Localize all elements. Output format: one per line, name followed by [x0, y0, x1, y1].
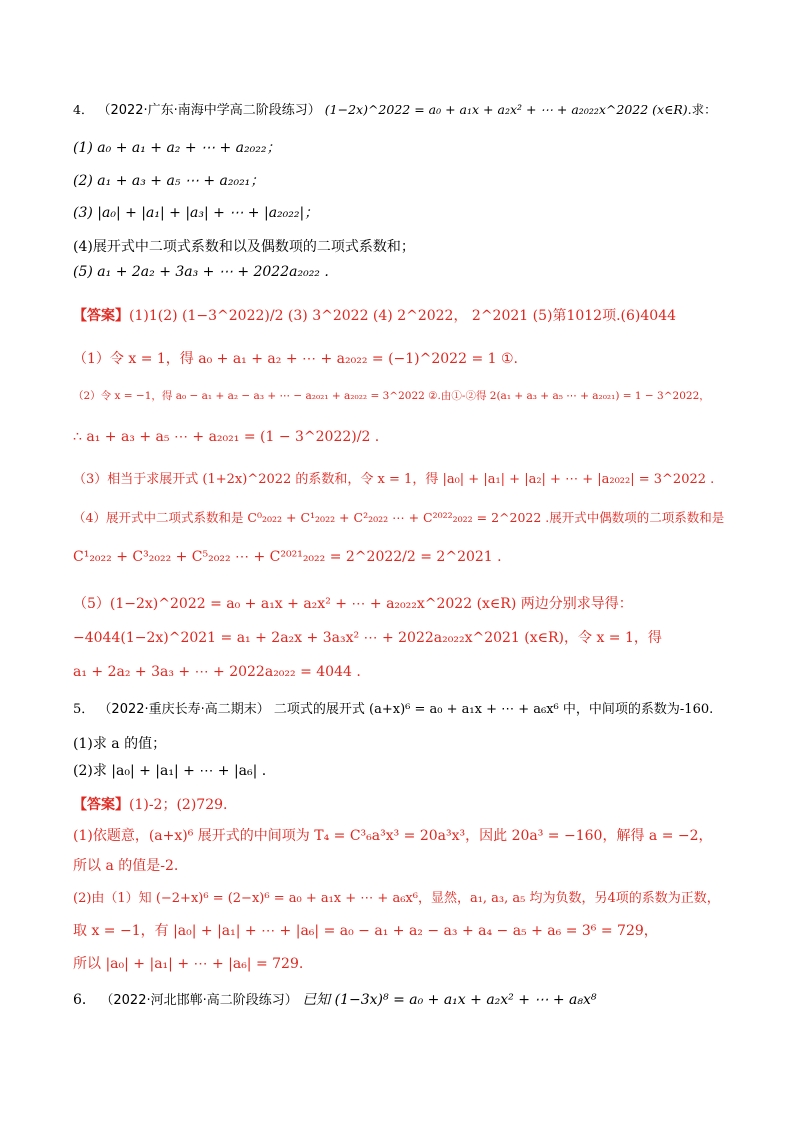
q5-answer [73, 795, 730, 815]
q6-stem [73, 990, 730, 1011]
q6-number: 6． [73, 992, 96, 1008]
answer-tag: 【答案】 [73, 308, 129, 324]
q4-solution-3: （3）相当于求展开式 (1+2x)^2022 的系数和，令 x = 1，得 |a₀| + |a₁| + |a₂| + ⋯ + |a₂₀₂₂| = 3^2022 . [73, 472, 715, 487]
q4-solution-5c: a₁ + 2a₂ + 3a₃ + ⋯ + 2022a₂₀₂₂ = 4044 . [73, 664, 361, 680]
q4-part-1: (1) a₀ + a₁ + a₂ + ⋯ + a₂₀₂₂； [73, 140, 281, 156]
q4-part-5: (5) a₁ + 2a₂ + 3a₃ + ⋯ + 2022a₂₀₂₂ . [73, 264, 329, 280]
q4-solution-1: （1）令 x = 1，得 a₀ + a₁ + a₂ + ⋯ + a₂₀₂₂ = (−1)^2022 = 1 ①. [73, 351, 518, 367]
q5-answer-body: (1)-2；(2)729. [129, 797, 228, 813]
q4-answer-body: (1)1(2) (1−3^2022)/2 (3) 3^2022 (4) 2^2022， 2^2021 (5)第1012项.(6)4044 [129, 308, 677, 324]
q4-stem-tail: .求： [687, 102, 717, 117]
q4-answer [73, 306, 730, 326]
q5-number: 5． [73, 702, 95, 717]
q4-solution-2: （2）令 x = −1，得 a₀ − a₁ + a₂ − a₃ + ⋯ − a₂₀₂₁ + a₂₀₂₂ = 3^2022 ②.由①-②得 2(a₁ + a₃ + a₅ ⋯ + a₂₀₂₁) = 1 − 3^2022， [73, 390, 710, 402]
answer-tag: 【答案】 [73, 797, 129, 813]
q4-part-2: (2) a₁ + a₃ + a₅ ⋯ + a₂₀₂₁； [73, 173, 265, 189]
q5-source: （2022·重庆长寿·高二期末） [98, 702, 270, 717]
q6-source: （2022·河北邯郸·高二阶段练习） [100, 993, 298, 1008]
q4-solution-5b: −4044(1−2x)^2021 = a₁ + 2a₂x + 3a₃x² ⋯ + 2022a₂₀₂₂x^2021 (x∈R)，令 x = 1，得 [73, 630, 662, 646]
q4-solution-4b: C¹₂₀₂₂ + C³₂₀₂₂ + C⁵₂₀₂₂ ⋯ + C²⁰²¹₂₀₂₂ = 2^2022/2 = 2^2021 . [73, 549, 502, 565]
q6-stem-text: 已知 (1−3x)⁸ = a₀ + a₁x + a₂x² + ⋯ + a₈x⁸ [302, 992, 597, 1008]
q4-source: （2022·广东·南海中学高二阶段练习） [97, 103, 321, 118]
q4-equation: (1−2x)^2022 = a₀ + a₁x + a₂x² + ⋯ + a₂₀₂₂x^2022 (x∈R) [324, 102, 688, 117]
q5-solution-1: (1)依题意，(a+x)⁶ 展开式的中间项为 T₄ = C³₆a³x³ = 20a³x³，因此 20a³ = −160，解得 a = −2， [73, 828, 713, 844]
q5-solution-2: (2)由（1）知 (−2+x)⁶ = (2−x)⁶ = a₀ + a₁x + ⋯ + a₆x⁶，显然，a₁, a₃, a₅ 均为负数，另4项的系数为正数， [73, 891, 720, 906]
q4-solution-5: （5）(1−2x)^2022 = a₀ + a₁x + a₂x² + ⋯ + a₂₀₂₂x^2022 (x∈R) 两边分别求导得： [73, 596, 633, 612]
q4-solution-4: （4）展开式中二项式系数和是 C⁰₂₀₂₂ + C¹₂₀₂₂ + C²₂₀₂₂ ⋯ + C²⁰²²₂₀₂₂ = 2^2022 .展开式中偶数项的二项系数和是 [73, 510, 725, 525]
q4-number: 4． [73, 102, 94, 117]
q5-solution-2c: 所以 |a₀| + |a₁| + ⋯ + |a₆| = 729. [73, 956, 304, 972]
q5-part-1: (1)求 a 的值； [73, 736, 167, 752]
q5-solution-1b: 所以 a 的值是-2. [73, 858, 179, 874]
q4-solution-2b: ∴ a₁ + a₃ + a₅ ⋯ + a₂₀₂₁ = (1 − 3^2022)/2 . [73, 429, 380, 445]
q5-stem [73, 700, 730, 720]
q4-part-4: (4)展开式中二项式系数和以及偶数项的二项式系数和； [73, 239, 415, 255]
q4-stem [73, 100, 730, 121]
q4-part-3: (3) |a₀| + |a₁| + |a₃| + ⋯ + |a₂₀₂₂|； [73, 205, 319, 221]
q5-solution-2b: 取 x = −1，有 |a₀| + |a₁| + ⋯ + |a₆| = a₀ − a₁ + a₂ − a₃ + a₄ − a₅ + a₆ = 3⁶ = 729， [73, 923, 658, 939]
q5-part-2: (2)求 |a₀| + |a₁| + ⋯ + |a₆| . [73, 763, 267, 779]
q5-stem-text: 二项式的展开式 (a+x)⁶ = a₀ + a₁x + ⋯ + a₆x⁶ 中，中间项的系数为-160. [273, 702, 714, 717]
